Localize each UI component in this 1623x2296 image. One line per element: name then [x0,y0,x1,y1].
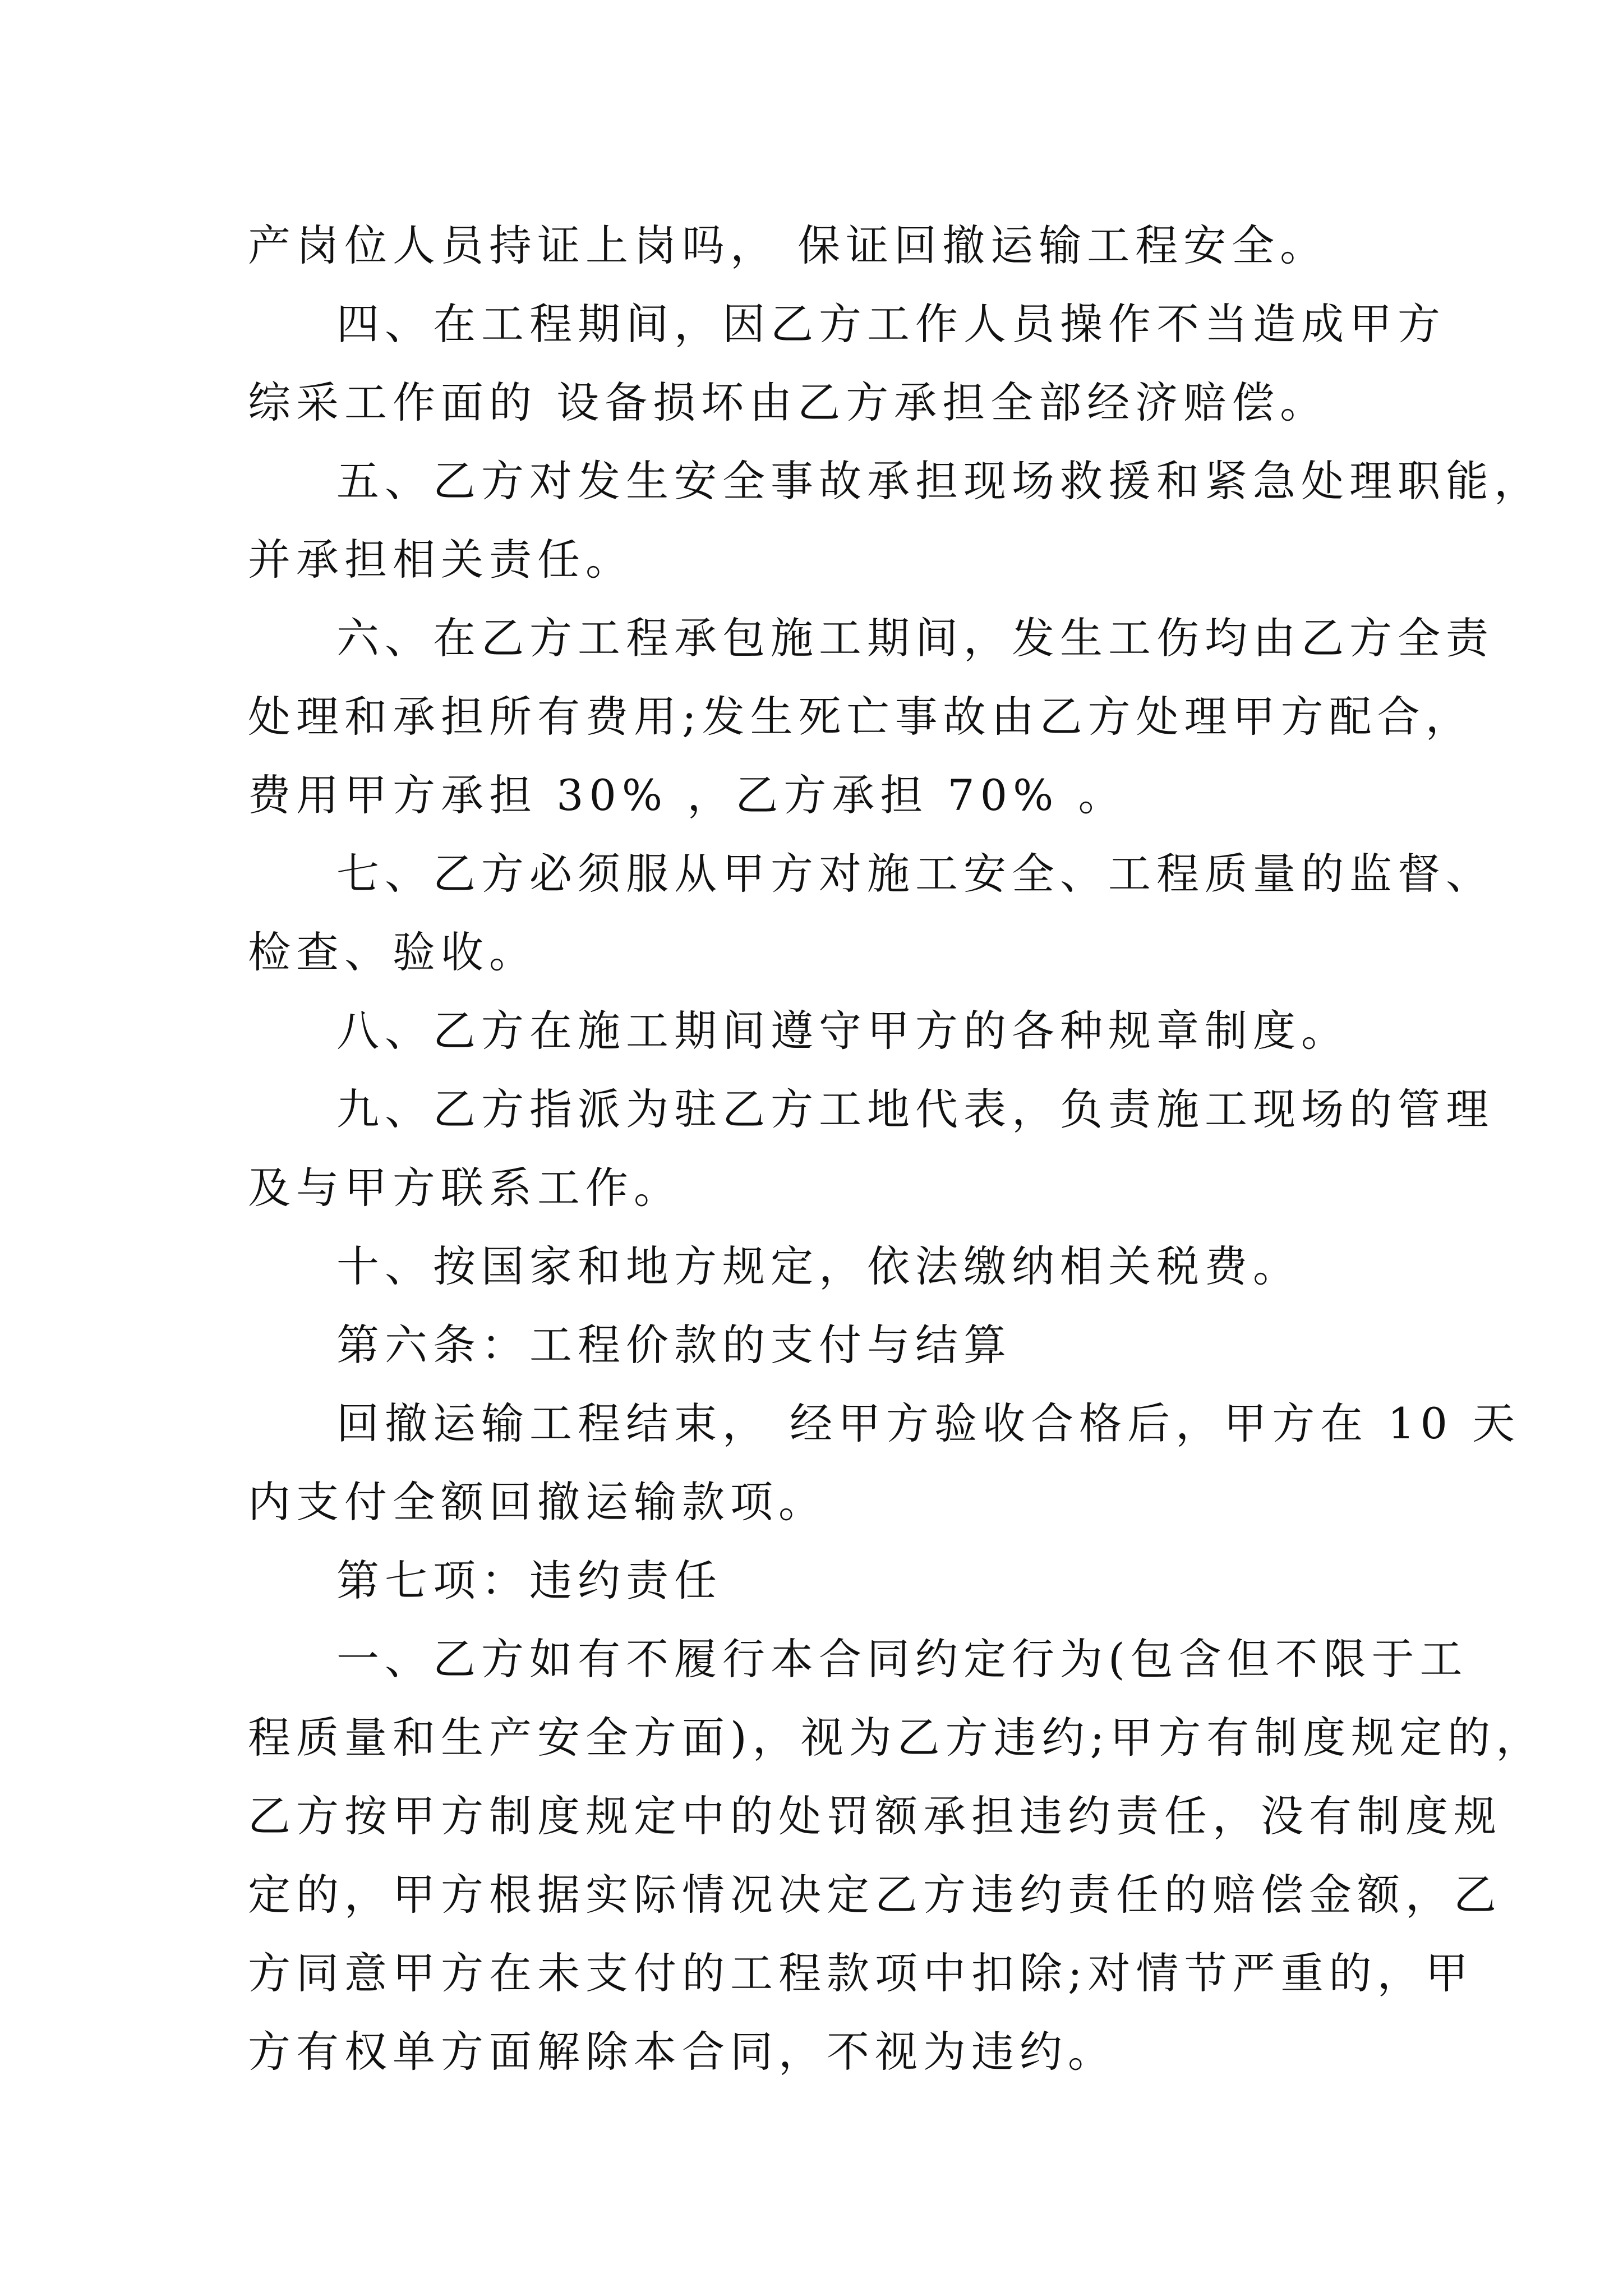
text-line: 六、在乙方工程承包施工期间，发生工伤均由乙方全责 [336,613,1494,663]
text-line: 乙方按甲方制度规定中的处罚额承担违约责任，没有制度规 [248,1791,1502,1841]
text-line: 定的，甲方根据实际情况决定乙方违约责任的赔偿金额，乙 [248,1870,1502,1920]
text-line: 及与甲方联系工作。 [248,1163,682,1213]
text-line: 并承担相关责任。 [248,535,634,585]
text-line: 四、在工程期间，因乙方工作人员操作不当造成甲方 [336,299,1446,349]
text-line: 九、乙方指派为驻乙方工地代表，负责施工现场的管理 [336,1084,1494,1134]
text-line: 方有权单方面解除本合同，不视为违约。 [248,2027,1116,2077]
text-line: 产岗位人员持证上岗吗， 保证回撤运输工程安全。 [248,220,1329,270]
text-line: 八、乙方在施工期间遵守甲方的各种规章制度。 [336,1006,1349,1056]
text-line: 十、按国家和地方规定，依法缴纳相关税费。 [336,1241,1301,1291]
text-line: 一、乙方如有不履行本合同约定行为(包含但不限于工 [336,1634,1468,1684]
text-line: 检查、验收。 [248,927,537,977]
text-line: 综采工作面的 设备损坏由乙方承担全部经济赔偿。 [248,378,1329,427]
text-line: 费用甲方承担 30% ，乙方承担 70% 。 [248,770,1127,820]
document-body [248,206,1544,2091]
text-line: 第七项：违约责任 [336,1556,722,1605]
text-line: 程质量和生产安全方面)，视为乙方违约;甲方有制度规定的， [248,1713,1544,1763]
text-line: 回撤运输工程结束， 经甲方验收合格后，甲方在 10 天 [336,1398,1521,1448]
text-line: 第六条：工程价款的支付与结算 [336,1320,1012,1370]
text-line: 内支付全额回撤运输款项。 [248,1477,827,1527]
text-line: 处理和承担所有费用;发生死亡事故由乙方处理甲方配合， [248,692,1474,742]
text-line: 五、乙方对发生安全事故承担现场救援和紧急处理职能， [336,456,1542,506]
text-line: 方同意甲方在未支付的工程款项中扣除;对情节严重的，甲 [248,1948,1474,1998]
text-line: 七、乙方必须服从甲方对施工安全、工程质量的监督、 [336,849,1494,899]
